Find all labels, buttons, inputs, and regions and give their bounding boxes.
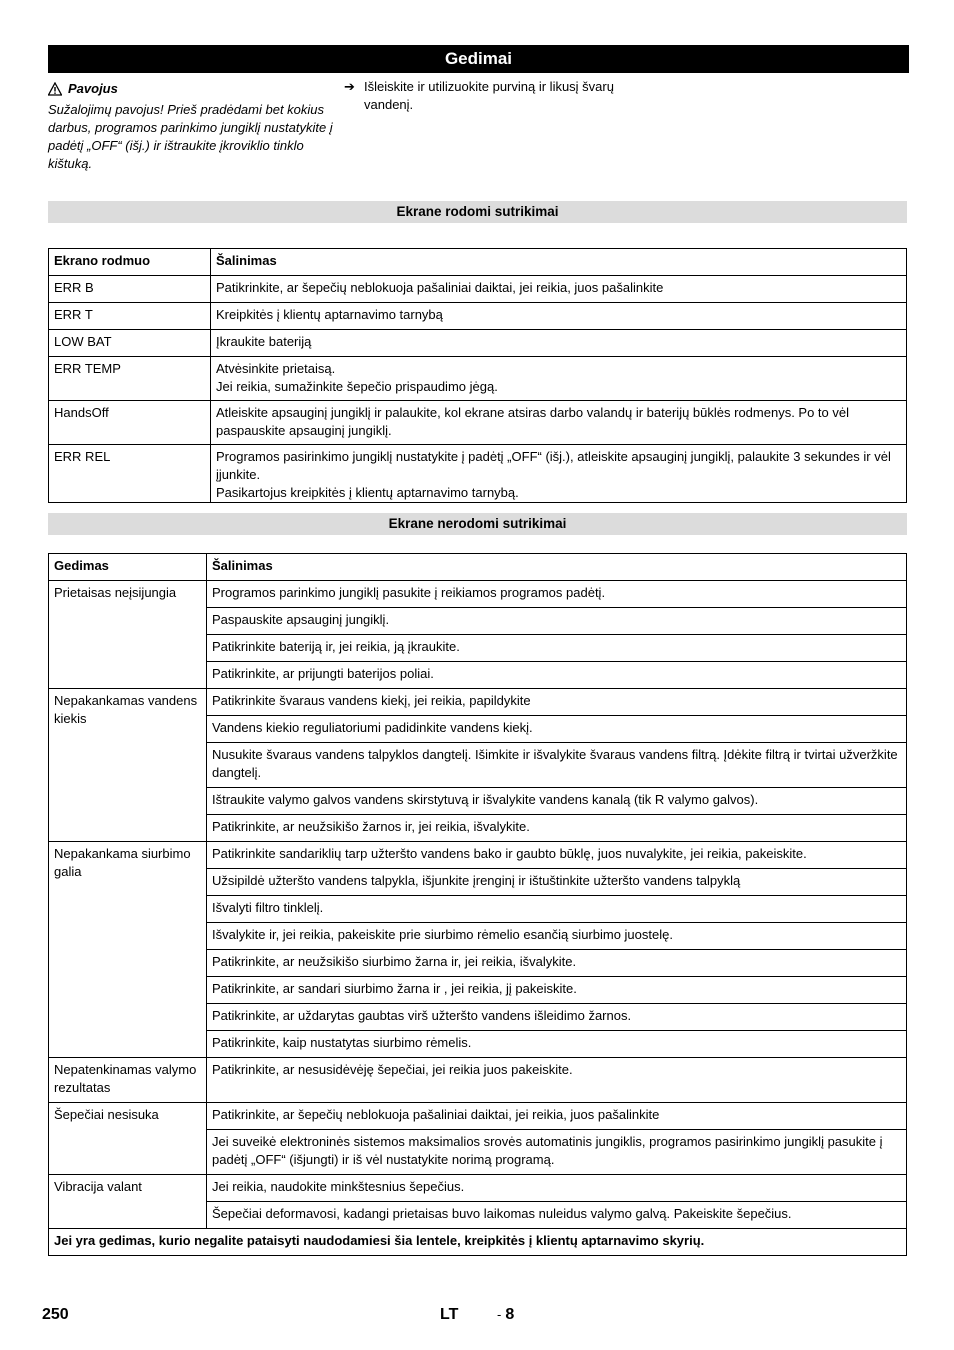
table-row <box>49 303 907 330</box>
remedy-cell <box>211 401 907 445</box>
table-row <box>49 1058 907 1103</box>
table-row <box>49 330 907 357</box>
remedy-cell: Patikrinkite, ar prijungti baterijos poliai. <box>207 662 907 689</box>
warning-text: Sužalojimų pavojus! Prieš pradėdami bet kokius darbus, programos parinkimo jungiklį nustatykite į padėtį „OFF“ (išj.) ir ištraukite įkroviklio tinklo kištuką. <box>48 102 333 171</box>
remedy-cell: Jei reikia, naudokite minkštesnius šepečius. <box>207 1175 907 1202</box>
remedy-cell: Patikrinkite, ar šepečių neblokuoja pašaliniai daiktai, jei reikia, juos pašalinkite <box>207 1103 907 1130</box>
remedy-cell <box>211 303 907 330</box>
fault-code: ERR REL <box>49 445 211 503</box>
remedy-cell: Užsipildė užteršto vandens talpykla, išjunkite įrenginį ir ištuštinkite užteršto vandens talpyklą <box>207 869 907 896</box>
remedy-cell <box>211 357 907 401</box>
page-subnumber <box>497 1306 514 1324</box>
fault-name: Vibracija valant <box>49 1175 207 1229</box>
page-title: Gedimai <box>48 45 909 73</box>
page-number: 250 <box>42 1306 69 1323</box>
remedy-line: Atvėsinkite prietaisą. <box>216 361 336 376</box>
displayed-faults-table <box>48 248 907 503</box>
remedy-cell: Patikrinkite švaraus vandens kiekį, jei reikia, papildykite <box>207 689 907 716</box>
fault-code: HandsOff <box>49 401 211 445</box>
remedy-cell: Patikrinkite, ar neužsikišo žarnos ir, jei reikia, išvalykite. <box>207 815 907 842</box>
fault-code: ERR B <box>49 276 211 303</box>
table-row <box>49 445 907 503</box>
warning-triangle-icon <box>48 82 62 96</box>
remedy-line: Įkraukite bateriją <box>216 334 312 349</box>
remedy-cell: Patikrinkite, kaip nustatytas siurbimo rėmelis. <box>207 1031 907 1058</box>
section-heading-displayed-faults: Ekrane rodomi sutrikimai <box>48 201 907 223</box>
remedy-cell <box>211 445 907 503</box>
table-footer-row <box>49 1229 907 1256</box>
section-heading-non-displayed-faults: Ekrane nerodomi sutrikimai <box>48 513 907 535</box>
remedy-cell: Jei suveikė elektroninės sistemos maksimalios srovės automatinis jungiklis, programos pasirinkimo jungiklį pasukite į padėtį „OFF“ (išjungti) ir iš vėl nustatykite norimą programą. <box>207 1130 907 1175</box>
remedy-line: Atleiskite apsauginį jungiklį ir palaukite, kol ekrane atsiras darbo valandų ir baterijų būklės rodmenys. Po to vėl paspauskite apsauginį jungiklį. <box>216 405 850 438</box>
remedy-cell: Išvalyti filtro tinklelį. <box>207 896 907 923</box>
remedy-cell: Patikrinkite, ar uždarytas gaubtas virš užteršto vandens išleidimo žarnos. <box>207 1004 907 1031</box>
arrow-right-icon: ➔ <box>344 79 355 94</box>
header-remedy: Šalinimas <box>207 554 907 581</box>
instruction-text: Išleiskite ir utilizuokite purviną ir likusį švarų vandenį. <box>364 79 614 112</box>
remedy-cell: Šepečiai deformavosi, kadangi prietaisas buvo laikomas nuleidus valymo galvą. Pakeiskite šepečius. <box>207 1202 907 1229</box>
remedy-line: Pasikartojus kreipkitės į klientų aptarnavimo tarnybą. <box>216 485 519 500</box>
remedy-line: Kreipkitės į klientų aptarnavimo tarnybą <box>216 307 443 322</box>
remedy-line: Jei reikia, sumažinkite šepečio prispaudimo jėgą. <box>216 379 498 394</box>
remedy-cell: Patikrinkite bateriją ir, jei reikia, ją įkraukite. <box>207 635 907 662</box>
non-displayed-faults-table <box>48 553 907 1256</box>
remedy-cell: Programos parinkimo jungiklį pasukite į reikiamos programos padėtį. <box>207 581 907 608</box>
footer-note: Jei yra gedimas, kurio negalite pataisyti naudodamiesi šia lentele, kreipkitės į klientų aptarnavimo skyrių. <box>49 1229 907 1256</box>
remedy-cell: Patikrinkite sandariklių tarp užteršto vandens bako ir gaubto būklę, juos nuvalykite, jei reikia, pakeiskite. <box>207 842 907 869</box>
remedy-cell: Patikrinkite, ar nesusidėvėję šepečiai, jei reikia juos pakeiskite. <box>207 1058 907 1103</box>
remedy-cell: Išvalykite ir, jei reikia, pakeiskite prie siurbimo rėmelio esančią siurbimo juostelę. <box>207 923 907 950</box>
remedy-cell: Paspauskite apsauginį jungiklį. <box>207 608 907 635</box>
table-row <box>49 1103 907 1130</box>
remedy-cell <box>211 330 907 357</box>
remedy-cell: Patikrinkite, ar sandari siurbimo žarna ir , jei reikia, jį pakeiskite. <box>207 977 907 1004</box>
instruction-step <box>344 78 624 114</box>
table-row <box>49 357 907 401</box>
page-subnumber-value: 8 <box>505 1306 515 1323</box>
fault-name: Prietaisas neįsijungia <box>49 581 207 689</box>
page-dash: - <box>497 1307 502 1322</box>
remedy-cell: Vandens kiekio reguliatoriumi padidinkite vandens kiekį. <box>207 716 907 743</box>
header-display: Ekrano rodmuo <box>49 249 211 276</box>
table-row <box>49 401 907 445</box>
header-remedy: Šalinimas <box>211 249 907 276</box>
fault-code: ERR TEMP <box>49 357 211 401</box>
table-row <box>49 689 907 716</box>
fault-code: ERR T <box>49 303 211 330</box>
table-row <box>49 581 907 608</box>
fault-name: Šepečiai nesisuka <box>49 1103 207 1175</box>
fault-name: Nepatenkinamas valymo rezultatas <box>49 1058 207 1103</box>
fault-code: LOW BAT <box>49 330 211 357</box>
remedy-cell: Nusukite švaraus vandens talpyklos dangtelį. Išimkite ir išvalykite švaraus vandens filtrą. Įdėkite filtrą ir tvirtai užveržkite dangtelį. <box>207 743 907 788</box>
table-row <box>49 842 907 869</box>
remedy-cell: Ištraukite valymo galvos vandens skirstytuvą ir išvalykite vandens kanalą (tik R valymo galvos). <box>207 788 907 815</box>
danger-warning <box>48 80 333 173</box>
fault-name: Nepakankama siurbimo galia <box>49 842 207 1058</box>
language-code: LT <box>440 1306 459 1323</box>
remedy-cell: Patikrinkite, ar neužsikišo siurbimo žarna ir, jei reikia, išvalykite. <box>207 950 907 977</box>
table-row <box>49 276 907 303</box>
header-fault: Gedimas <box>49 554 207 581</box>
table-row <box>49 1175 907 1202</box>
fault-name: Nepakankamas vandens kiekis <box>49 689 207 842</box>
table-header-row <box>49 554 907 581</box>
table-header-row <box>49 249 907 276</box>
remedy-line: Patikrinkite, ar šepečių neblokuoja pašaliniai daiktai, jei reikia, juos pašalinkite <box>216 280 664 295</box>
remedy-line: Programos pasirinkimo jungiklį nustatykite į padėtį „OFF“ (išj.), atleiskite apsauginį jungiklį, palaukite 3 sekundes ir vėl įjunkite. <box>216 449 891 482</box>
warning-heading: Pavojus <box>68 81 118 96</box>
remedy-cell <box>211 276 907 303</box>
